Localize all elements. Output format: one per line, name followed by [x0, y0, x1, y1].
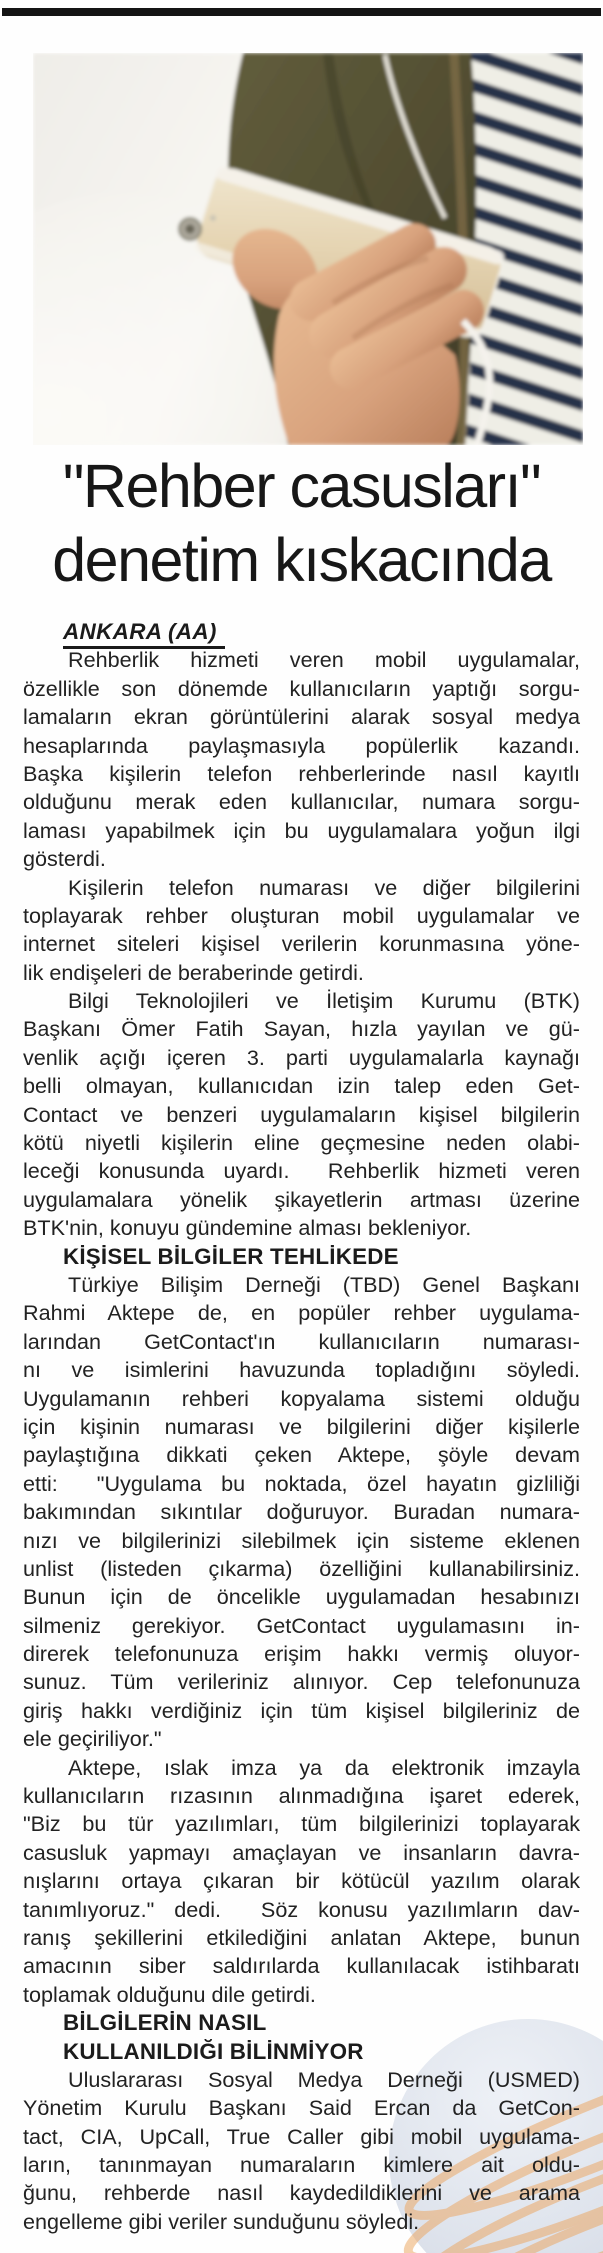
article-line: Kişilerin telefon numarası ve diğer bilgilerini [68, 874, 580, 900]
article-line: unlist (listeden çıkarma) özelliğini kullanabilirsiniz. [23, 1555, 580, 1581]
article-line: sunuz. Tüm verileriniz alınıyor. Cep telefonunuza [23, 1669, 580, 1695]
phone-flash-dot [210, 215, 216, 221]
article-line: giriş hakkı verdiğiniz için tüm kişisel bilgileriniz de [23, 1697, 580, 1723]
article-line: nışlarını ortaya çıkaran bir kötücül yazılım olarak [23, 1868, 580, 1894]
article-line: lik endişeleri de beraberinde getirdi. [23, 959, 364, 985]
article-line: özellikle son dönemde kullanıcıların yaptığı sorgu- [23, 675, 580, 701]
article-line: Bunun için de öncelikle uygulamadan hesabınızı [23, 1584, 580, 1610]
article-line: ranış şekillerini etkilediğini anlatan Aktepe, bunun [23, 1924, 580, 1950]
article-line: leceği konusunda uyardı. Rehberlik hizmeti veren [23, 1158, 580, 1184]
dateline [23, 618, 580, 646]
dateline-line [23, 618, 580, 646]
article-line: silmeniz gerekiyor. GetContact uygulamasını in- [23, 1612, 580, 1638]
article-line: internet siteleri kişisel verilerin korunmasına yöne- [23, 931, 580, 957]
photo-illustration [33, 53, 583, 445]
article-line: toplayarak rehber oluşturan mobil uygulamalar ve [23, 902, 580, 928]
article-line: nı ve isimlerini havuzunda topladığını söyledi. [23, 1357, 580, 1383]
article-line: lamaların ekran görüntülerini alarak sosyal medya [23, 704, 580, 730]
paragraph [23, 646, 580, 873]
paragraph [23, 874, 580, 988]
headline [0, 449, 603, 597]
article-line: BTK'nin, konuyu gündemine alması bekleniyor. [23, 1215, 472, 1241]
article-line: engelleme gibi veriler sunduğunu söyledi. [23, 2208, 420, 2234]
article-line: venlik açığı içeren 3. parti uygulamalarla kaynağı [23, 1044, 580, 1070]
article-photo [33, 53, 583, 445]
headline-line-2: denetim kıskacında [52, 526, 551, 594]
subheading [23, 2009, 580, 2066]
article-line: Türkiye Bilişim Derneği (TBD) Genel Başkanı [68, 1271, 580, 1297]
article-line: casusluk yapmayı amaçlayan ve insanların davra- [23, 1839, 580, 1865]
article-line: gösterdi. [23, 846, 106, 872]
article-line: hesaplarında paylaşmasıyla popülerlik kazandı. [23, 732, 580, 758]
article-line: direrek telefonunuza erişim hakkı vermiş oluyor- [23, 1641, 580, 1667]
subheading [23, 1243, 580, 1271]
article-line: kötü niyetli kişilerin eline geçmesine neden olabi- [23, 1130, 580, 1156]
article-line: paylaştığına dikkati çeken Aktepe, şöyle devam [23, 1442, 580, 1468]
subheading-line: BİLGİLERİN NASIL [63, 2010, 267, 2036]
article-line: Rahmi Aktepe de, en popüler rehber uygulama- [23, 1300, 580, 1326]
article-line: Başkanı Ömer Fatih Sayan, hızla yayılan ve gü- [23, 1016, 580, 1042]
article-line: olduğunu merak eden kullanıcılar, numara sorgu- [23, 789, 580, 815]
article-line: bakımından sıkıntılar doğuruyor. Buradan numara- [23, 1499, 580, 1525]
article-line: "Biz bu tür yazılımları, tüm bilgilerinizi toplayarak [23, 1811, 580, 1837]
article-line: Başka kişilerin telefon rehberlerinde nasıl kayıtlı [23, 760, 580, 786]
article-line: ele geçiriliyor." [23, 1726, 162, 1752]
article-line: belli olmayan, kullanıcıdan izin talep eden Get- [23, 1073, 580, 1099]
article-line: toplamak olduğunu dile getirdi. [23, 1981, 316, 2007]
article-line: ların, tanınmayan numaraların kimlere ait oldu- [23, 2152, 580, 2178]
paragraph [23, 2066, 580, 2236]
article-line: amacının siber saldırılarda kullanılacak istihbaratı [23, 1953, 580, 1979]
article-line: larından GetContact'ın kullanıcıların numarası- [23, 1328, 580, 1354]
phone-camera-lens [186, 225, 195, 234]
article-column [23, 618, 580, 2236]
article-line: Contact ve benzeri uygulamaların kişisel bilgilerin [23, 1101, 580, 1127]
subheading-line: KULLANILDIĞI BİLİNMİYOR [63, 2038, 364, 2064]
article-line: tanımlıyoruz." dedi. Söz konusu yazılımların dav- [23, 1896, 580, 1922]
article-line: tact, CIA, UpCall, True Caller gibi mobil uygulama- [23, 2123, 580, 2149]
article-line: Rehberlik hizmeti veren mobil uygulamalar, [68, 647, 580, 673]
paragraph [23, 1754, 580, 2010]
article-line: kullanıcıların rızasının alınmadığına işaret ederek, [23, 1783, 580, 1809]
paragraph [23, 1271, 580, 1754]
article-line: uygulamalara yönelik şikayetlerin artması üzerine [23, 1186, 580, 1212]
top-rule [2, 8, 601, 16]
paragraph [23, 987, 580, 1243]
article-line: ğunu, rehberde nasıl kaydedildiklerini ve arama [23, 2180, 580, 2206]
article-line: Yönetim Kurulu Başkanı Said Ercan da GetCon- [23, 2095, 580, 2121]
article-line: etti: "Uygulama bu noktada, özel hayatın gizliliği [23, 1470, 580, 1496]
article-line: için kişinin numarası ve bilgilerini diğer kişilerle [23, 1413, 580, 1439]
headline-line-1: "Rehber casusları" [62, 452, 541, 520]
dateline-text: ANKARA (AA) [63, 618, 225, 649]
article-line: Bilgi Teknolojileri ve İletişim Kurumu (BTK) [68, 988, 580, 1014]
subheading-line: KİŞİSEL BİLGİLER TEHLİKEDE [63, 1243, 399, 1269]
article-line: nızı ve bilgilerinizi silebilmek için sisteme eklenen [23, 1527, 580, 1553]
article-line: Uygulamanın rehberi kopyalama sistemi olduğu [23, 1385, 580, 1411]
article-line: Uluslararası Sosyal Medya Derneği (USMED) [68, 2066, 580, 2092]
article-line: laması yapabilmek için bu uygulamalara yoğun ilgi [23, 817, 580, 843]
article-line: Aktepe, ıslak imza ya da elektronik imzayla [68, 1754, 580, 1780]
